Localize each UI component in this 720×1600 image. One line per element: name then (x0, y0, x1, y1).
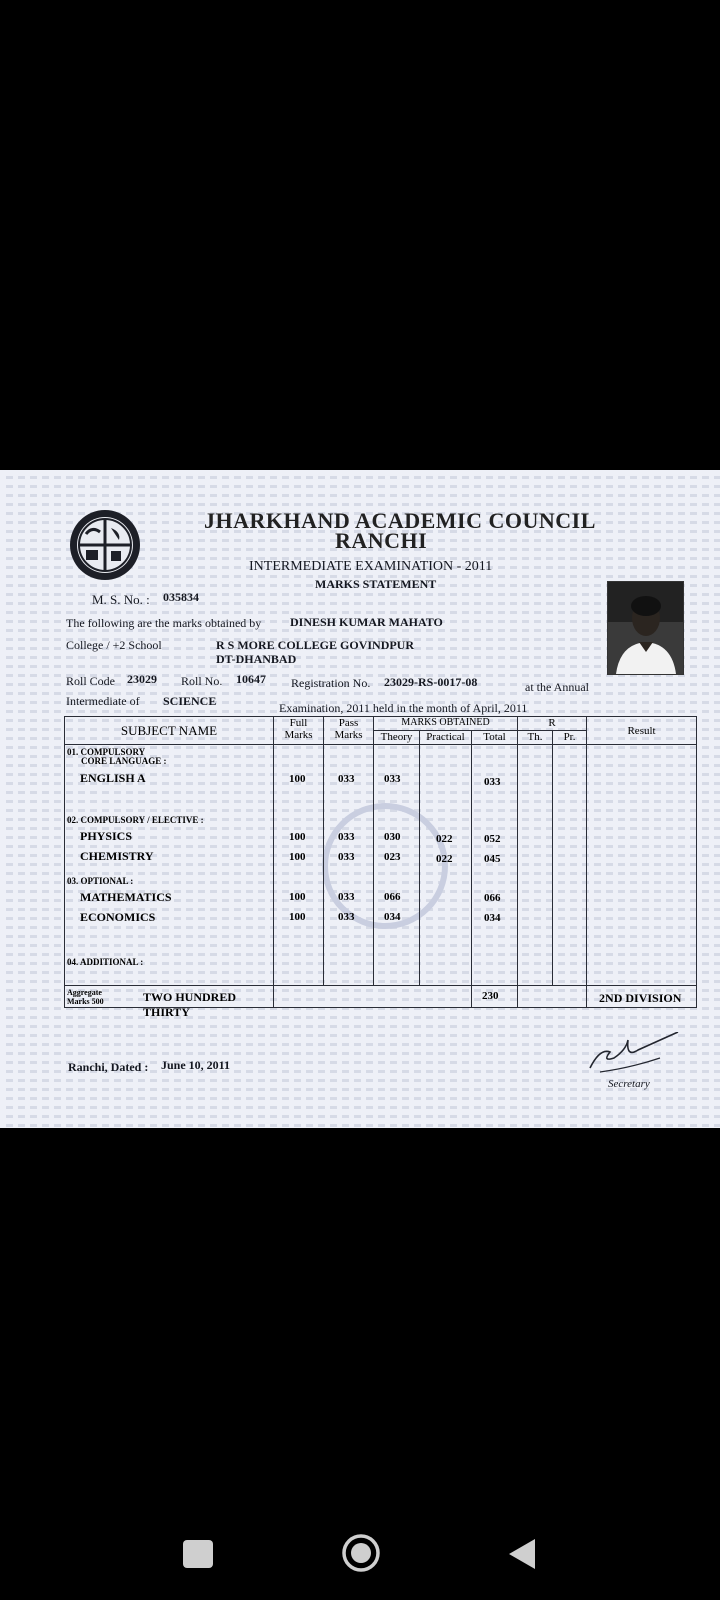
header-full-marks: Full Marks (274, 717, 324, 745)
header-marks-obtained: MARKS OBTAINED (374, 717, 518, 731)
full-marks-3: 100 (289, 891, 306, 903)
back-button[interactable] (507, 1537, 537, 1571)
header-pass-marks: Pass Marks (324, 717, 374, 745)
total-2: 045 (484, 853, 501, 865)
subject-name-1: PHYSICS (80, 829, 133, 843)
pass-marks-1: 033 (338, 831, 355, 843)
roll-no-label: Roll No. (181, 674, 223, 688)
full-marks-2: 100 (289, 851, 306, 863)
header-practical: Practical (420, 731, 472, 745)
college-label: College / +2 School (66, 638, 162, 652)
subject-name-2: CHEMISTRY (80, 849, 154, 863)
header-subject: SUBJECT NAME (65, 717, 274, 745)
total-0: 033 (484, 776, 501, 788)
home-button[interactable] (341, 1533, 381, 1573)
header-r: R (518, 717, 587, 731)
total-3: 066 (484, 892, 501, 904)
back-triangle-icon (507, 1537, 537, 1571)
aggregate-max-label: Marks 500 (67, 997, 104, 1006)
annual-text: at the Annual (525, 680, 589, 694)
header-pr: Pr. (553, 731, 587, 745)
aggregate-label: Aggregate (67, 988, 102, 997)
group-additional: 04. ADDITIONAL : (67, 957, 144, 967)
secretary-signature (586, 1032, 686, 1078)
theory-3: 066 (384, 891, 401, 903)
aggregate-r-spacer (518, 986, 587, 1008)
group-elective: 02. COMPULSORY / ELECTIVE : (67, 815, 204, 825)
college-line-2: DT-DHANBAD (216, 652, 297, 666)
full-marks-0: 100 (289, 773, 306, 785)
theory-1: 030 (384, 831, 401, 843)
total-4: 034 (484, 912, 501, 924)
header-result: Result (587, 717, 697, 745)
aggregate-cell (65, 986, 274, 1019)
student-photo (607, 581, 684, 675)
aggregate-spacer (274, 986, 472, 1008)
pass-marks-4: 033 (338, 911, 355, 923)
roll-code-value: 23029 (127, 672, 157, 686)
pass-marks-column (324, 745, 374, 986)
aggregate-total: 230 (482, 990, 499, 1002)
statement-title: MARKS STATEMENT (315, 577, 437, 591)
council-city: RANCHI (335, 528, 428, 553)
pass-marks-3: 033 (338, 891, 355, 903)
marks-statement-document (0, 470, 720, 1128)
obtained-by-label: The following are the marks obtained by (66, 616, 262, 630)
header-th: Th. (518, 731, 553, 745)
total-1: 052 (484, 833, 501, 845)
student-name: DINESH KUMAR MAHATO (290, 615, 443, 629)
practical-1: 022 (436, 833, 453, 845)
pass-marks-2: 033 (338, 851, 355, 863)
result-column (587, 745, 697, 986)
total-column (472, 745, 518, 986)
subject-name-0: ENGLISH A (80, 771, 146, 785)
aggregate-words: TWO HUNDRED THIRTY (143, 990, 237, 1019)
practical-column (420, 745, 472, 986)
theory-0: 033 (384, 773, 401, 785)
header-total: Total (472, 731, 518, 745)
secretary-label: Secretary (608, 1078, 650, 1090)
intermediate-label: Intermediate of (66, 694, 140, 708)
subject-name-3: MATHEMATICS (80, 890, 172, 904)
full-marks-column (274, 745, 324, 986)
r-th-column (518, 745, 553, 986)
ms-no-label: M. S. No. : (92, 592, 150, 607)
council-seal-icon (68, 508, 142, 582)
pass-marks-0: 033 (338, 773, 355, 785)
recent-apps-button[interactable] (183, 1540, 213, 1568)
registration-value: 23029-RS-0017-08 (384, 675, 478, 689)
theory-2: 023 (384, 851, 401, 863)
home-circle-icon (341, 1533, 381, 1573)
group-core-language: CORE LANGUAGE : (81, 756, 167, 766)
practical-2: 022 (436, 853, 453, 865)
r-pr-column (553, 745, 587, 986)
dated-label: Ranchi, Dated : (68, 1060, 149, 1074)
aggregate-total-cell (472, 986, 518, 1008)
ms-no-value: 035834 (163, 590, 199, 604)
full-marks-4: 100 (289, 911, 306, 923)
result-cell (587, 986, 697, 1008)
registration-label: Registration No. (291, 676, 371, 690)
council-name: JHARKHAND ACADEMIC COUNCIL (204, 508, 596, 533)
subjects-column (65, 745, 274, 986)
group-compulsory: 01. COMPULSORY (67, 747, 146, 757)
android-navigation-bar (0, 1500, 720, 1600)
full-marks-1: 100 (289, 831, 306, 843)
exam-title: INTERMEDIATE EXAMINATION - 2011 (249, 559, 493, 574)
theory-column (374, 745, 420, 986)
roll-code-label: Roll Code (66, 674, 116, 688)
group-optional: 03. OPTIONAL : (67, 876, 134, 886)
college-line-1: R S MORE COLLEGE GOVINDPUR (216, 638, 415, 652)
date-value: June 10, 2011 (161, 1058, 231, 1072)
marks-table (64, 716, 697, 1019)
theory-4: 034 (384, 911, 401, 923)
subject-name-4: ECONOMICS (80, 910, 156, 924)
result-value: 2ND DIVISION (599, 991, 682, 1005)
header-theory: Theory (374, 731, 420, 745)
exam-held-text: Examination, 2011 held in the month of April, 2011 (279, 701, 528, 715)
roll-no-value: 10647 (236, 672, 266, 686)
stream-value: SCIENCE (163, 694, 217, 708)
